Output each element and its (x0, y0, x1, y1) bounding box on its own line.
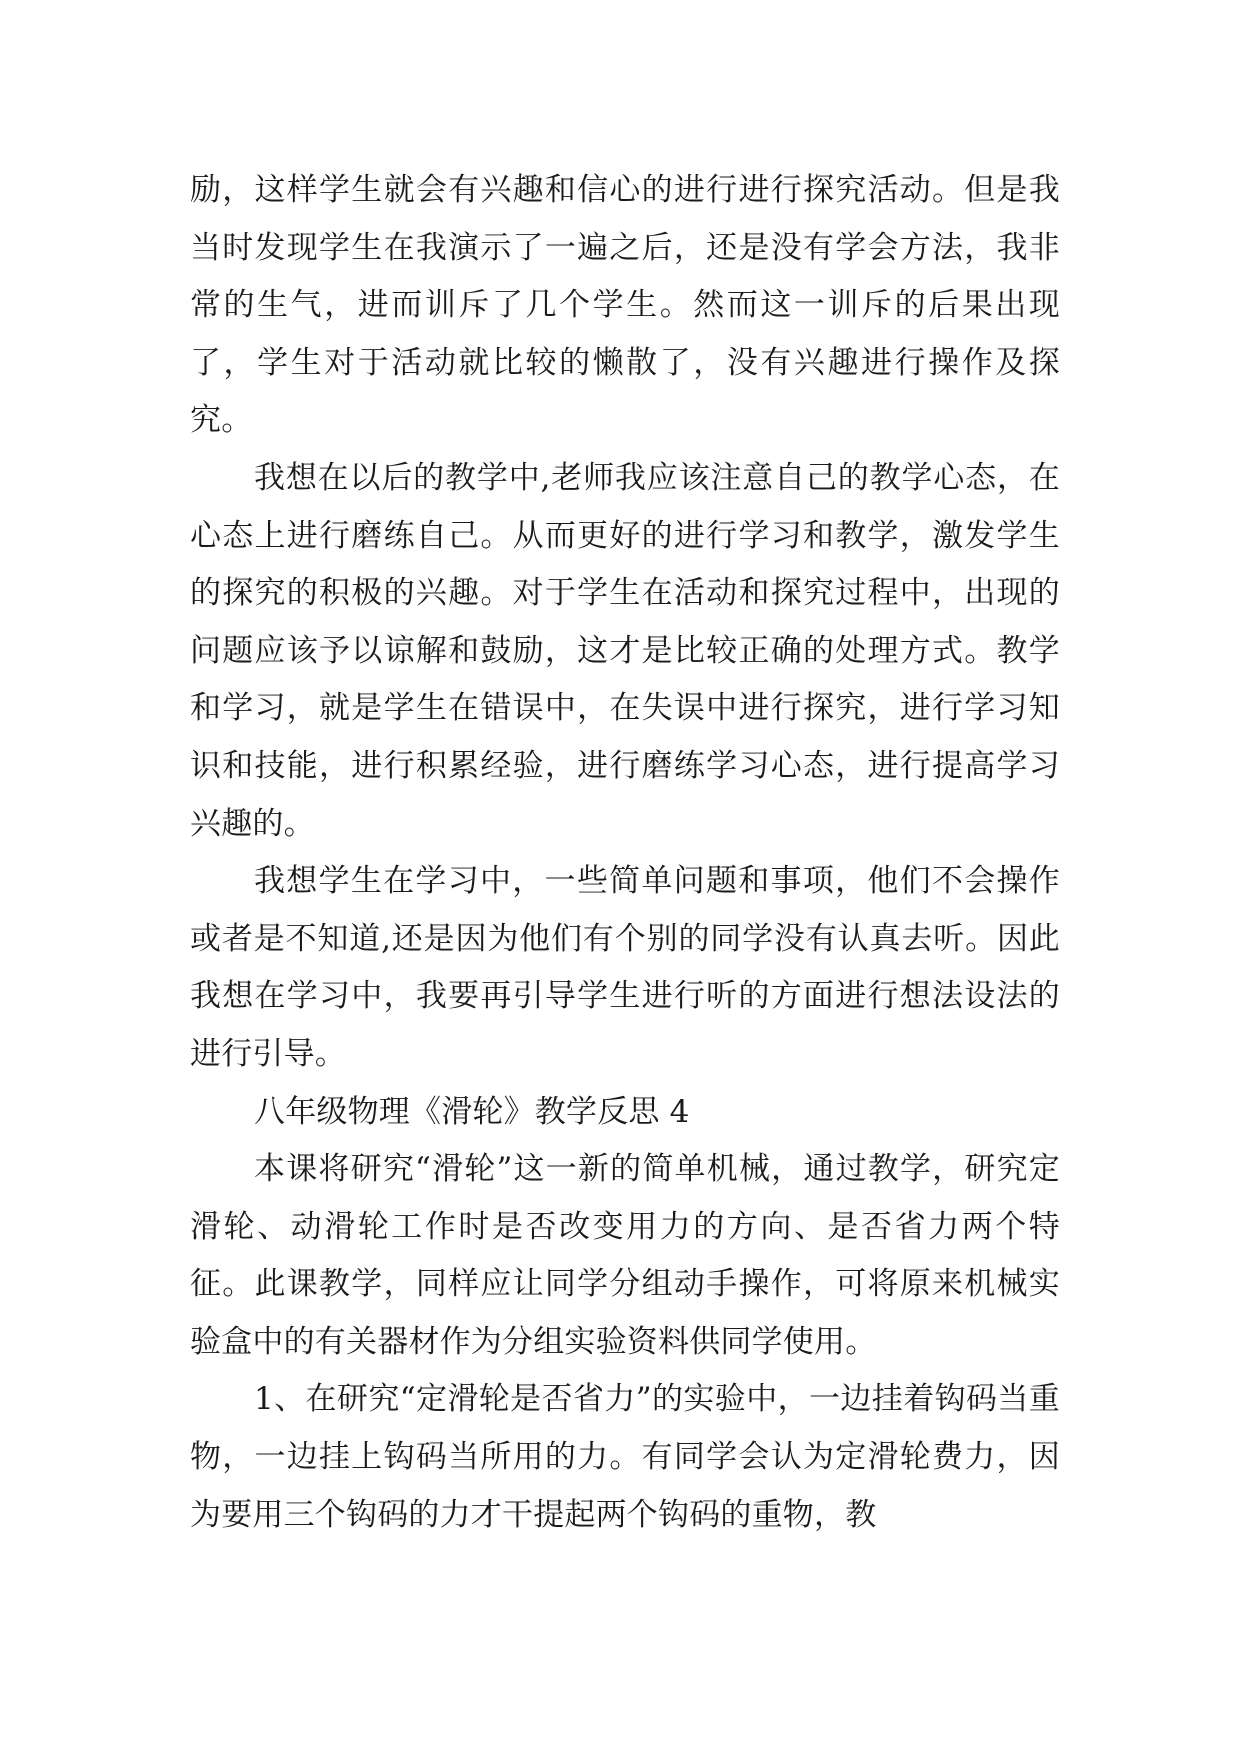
section-heading: 八年级物理《滑轮》教学反思 4 (254, 1093, 690, 1130)
paragraph-continuation: 励，这样学生就会有兴趣和信心的进行进行探究活动。但是我当时发现学生在我演示了一遍之后，还是没有学会方法，我非常的生气，进而训斥了几个学生。然而这一训斥的后果出现了，学生对于活动就比较的懒散了，没有兴趣进行操作及探究。 (190, 172, 1060, 439)
paragraph-teaching-mindset: 我想在以后的教学中,老师我应该注意自己的教学心态，在心态上进行磨练自己。从而更好的进行学习和教学，激发学生的探究的积极的兴趣。对于学生在活动和探究过程中，出现的问题应该予以谅解和鼓励，这才是比较正确的处理方式。教学和学习，就是学生在错误中，在失误中进行探究，进行学习知识和技能，进行积累经验，进行磨练学习心态，进行提高学习兴趣的。 (190, 459, 1060, 842)
paragraph-pulley-intro: 本课将研究“滑轮”这一新的简单机械，通过教学，研究定滑轮、动滑轮工作时是否改变用力的方向、是否省力两个特征。此课教学，同样应让同学分组动手操作，可将原来机械实验盒中的有关器材作为分组实验资料供同学使用。 (190, 1151, 1060, 1360)
document-page (190, 162, 1060, 1544)
paragraph-listening-guidance: 我想学生在学习中，一些简单问题和事项，他们不会操作或者是不知道,还是因为他们有个别的同学没有认真去听。因此我想在学习中，我要再引导学生进行听的方面进行想法设法的进行引导。 (190, 863, 1060, 1072)
paragraph-fixed-pulley-experiment: 1、在研究“定滑轮是否省力”的实验中，一边挂着钩码当重物，一边挂上钩码当所用的力。有同学会认为定滑轮费力，因为要用三个钩码的力才干提起两个钩码的重物，教 (190, 1381, 1060, 1533)
